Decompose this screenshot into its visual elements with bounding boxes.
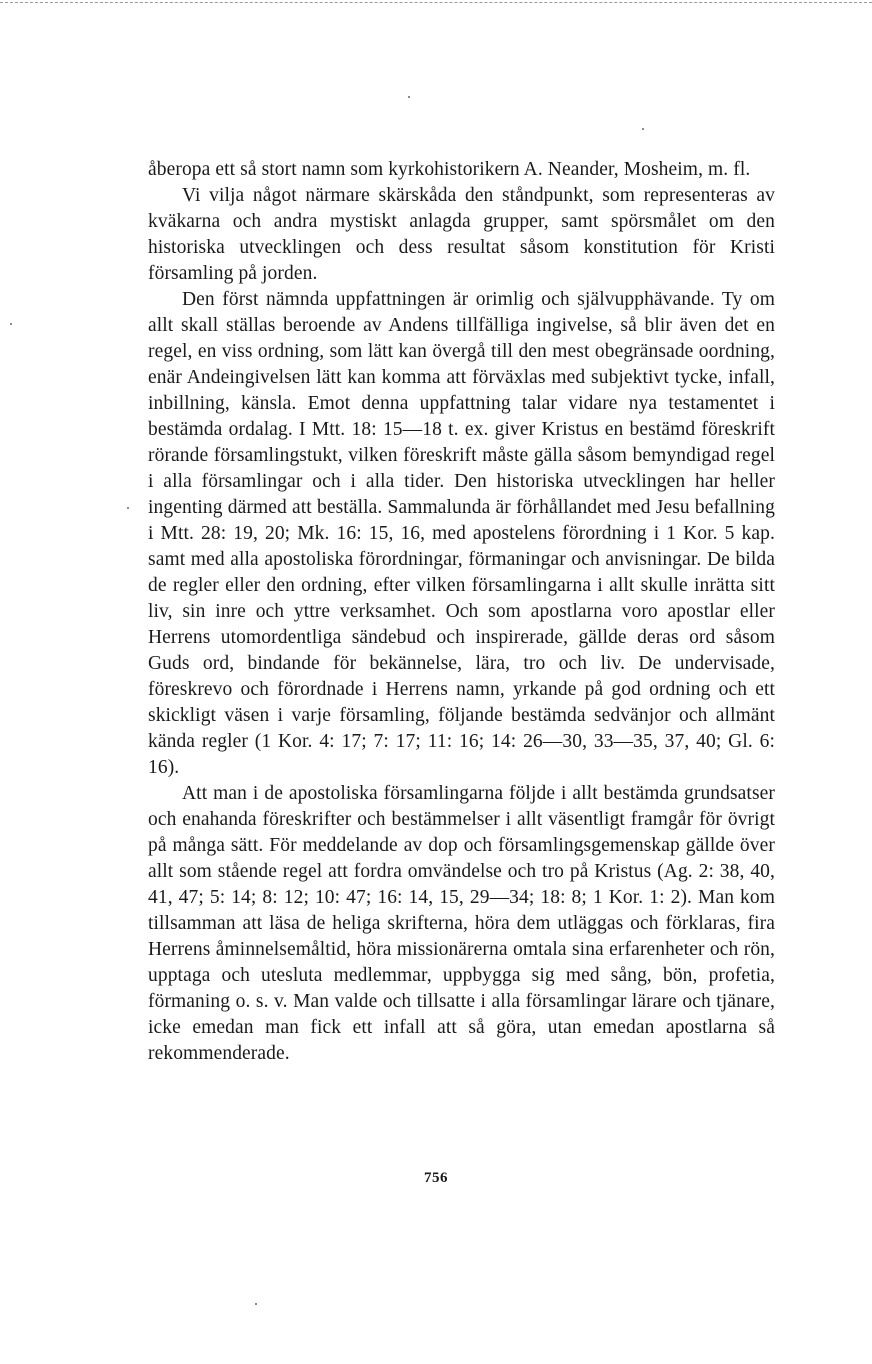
scan-top-edge [0,2,872,3]
scan-speck [255,1303,257,1305]
scan-speck [408,96,410,98]
scan-speck [127,507,129,509]
page-number: 756 [424,1170,448,1186]
page-body [148,157,775,1067]
paragraph-3: Den först nämnda uppfattningen är orimlig och självupphävande. Ty om allt skall ställas beroende av Andens tillfälliga ingivelse, så blir även det en regel, en viss ordning, som lätt kan övergå till den mest obegränsade oordning, enär Andeingivelsen lätt kan komma att förväxlas med subjektivt tycke, infall, inbillning, känsla. Emot denna uppfattning talar vidare nya testamentet i bestämda ordalag. I Mtt. 18: 15—18 t. ex. giver Kristus en bestämd föreskrift rörande församlingstukt, vilken föreskrift måste gälla såsom bemyndigad regel i alla församlingar och i alla tider. Den historiska utvecklingen har heller ingenting därmed att beställa. Sammalunda är förhållandet med Jesu befallning i Mtt. 28: 19, 20; Mk. 16: 15, 16, med apostelens förordning i 1 Kor. 5 kap. samt med alla apostoliska förordningar, förmaningar och anvisningar. De bilda de regler eller den ordning, efter vilken församlingarna i allt skulle inrätta sitt liv, sin inre och yttre verksamhet. Och som apostlarna voro apostlar eller Herrens utomordentliga sändebud och inspirerade, gällde deras ord såsom Guds ord, bindande för bekännelse, lära, tro och liv. De undervisade, föreskrevo och förordnade i Herrens namn, yrkande på god ordning och ett skickligt väsen i varje församling, följande bestämda sedvänjor och allmänt kända regler (1 Kor. 4: 17; 7: 17; 11: 16; 14: 26—30, 33—35, 37, 40; Gl. 6: 16). [148,289,775,778]
paragraph-2: Vi vilja något närmare skärskåda den ståndpunkt, som representeras av kväkarna och andra mystiskt anlagda grupper, samt spörsmålet om den historiska utvecklingen och dess resultat såsom konstitution för Kristi församling på jorden. [148,185,775,284]
scan-speck [642,128,644,130]
paragraph-4: Att man i de apostoliska församlingarna följde i allt bestämda grundsatser och enahanda föreskrifter och bestämmelser i allt väsentligt framgår för övrigt på många sätt. För meddelande av dop och församlingsgemenskap gällde över allt som stående regel att fordra omvändelse och tro på Kristus (Ag. 2: 38, 40, 41, 47; 5: 14; 8: 12; 10: 47; 16: 14, 15, 29—34; 18: 8; 1 Kor. 1: 2). Man kom tillsamman att läsa de heliga skrifterna, höra dem utläggas och förklaras, fira Herrens åminnelsemåltid, höra missionärerna omtala sina erfarenheter och rön, upptaga och utesluta medlemmar, uppbygga sig med sång, bön, profetia, förmaning o. s. v. Man valde och tillsatte i alla församlingar lärare och tjänare, icke emedan man fick ett infall att så göra, utan emedan apostlarna så rekommenderade. [148,783,775,1064]
paragraph-1: åberopa ett så stort namn som kyrkohistorikern A. Neander, Mosheim, m. fl. [148,159,751,180]
scan-speck [10,323,12,325]
